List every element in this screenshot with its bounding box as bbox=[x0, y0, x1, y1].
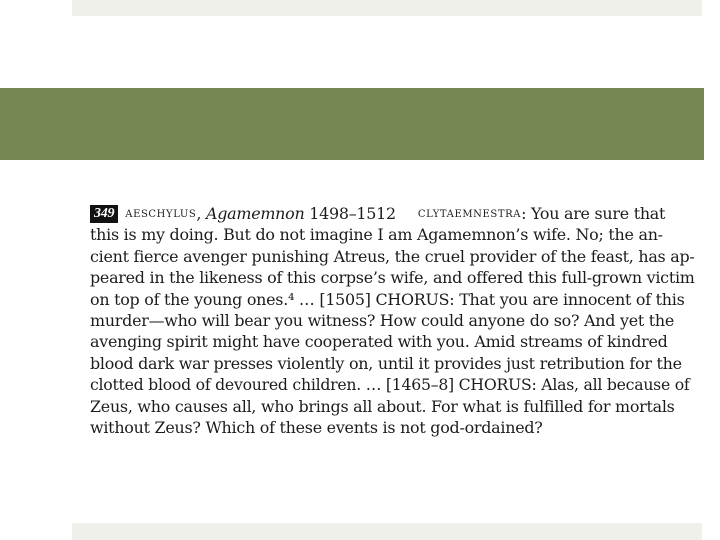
passage-line: avenging spirit might have cooperated with you. Amid streams of kindred bbox=[90, 332, 668, 352]
bottom-strip bbox=[72, 523, 702, 540]
passage-line: on top of the young ones.⁴ … [1505] CHORUS: That you are innocent of this bbox=[90, 289, 685, 309]
passage-line: cient fierce avenger punishing Atreus, the cruel provider of the feast, has ap- bbox=[90, 246, 695, 266]
work-title: Agamemnon bbox=[206, 204, 305, 223]
passage-line: this is my doing. But do not imagine I am Agamemnon’s wife. No; the an- bbox=[90, 225, 663, 245]
passage-line: peared in the likeness of this corpse’s wife, and offered this full-grown victim bbox=[90, 268, 695, 288]
passage-line: blood dark war presses violently on, until it provides just retribution for the bbox=[90, 353, 682, 373]
line-range: 1498–1512 bbox=[309, 204, 396, 223]
slide-title-band bbox=[0, 88, 704, 160]
passage-line: murder—who will bear you witness? How could anyone do so? And yet the bbox=[90, 310, 675, 330]
aeschylus-passage bbox=[90, 203, 696, 438]
passage-line: Zeus, who causes all, who brings all about. For what is fulfilled for mortals bbox=[90, 396, 675, 416]
passage-heading-line bbox=[90, 203, 696, 224]
passage-line: without Zeus? Which of these events is not god-ordained? bbox=[90, 417, 543, 437]
author-name: aeschylus bbox=[125, 205, 197, 221]
top-strip bbox=[72, 0, 702, 16]
author-comma: , bbox=[196, 204, 202, 223]
speaker-name: clytaemnestra bbox=[417, 205, 522, 221]
passage-line: clotted blood of devoured children. … [1465–8] CHORUS: Alas, all because of bbox=[90, 375, 690, 395]
passage-number-badge: 349 bbox=[90, 205, 118, 223]
first-line-text: : You are sure that bbox=[521, 204, 666, 223]
